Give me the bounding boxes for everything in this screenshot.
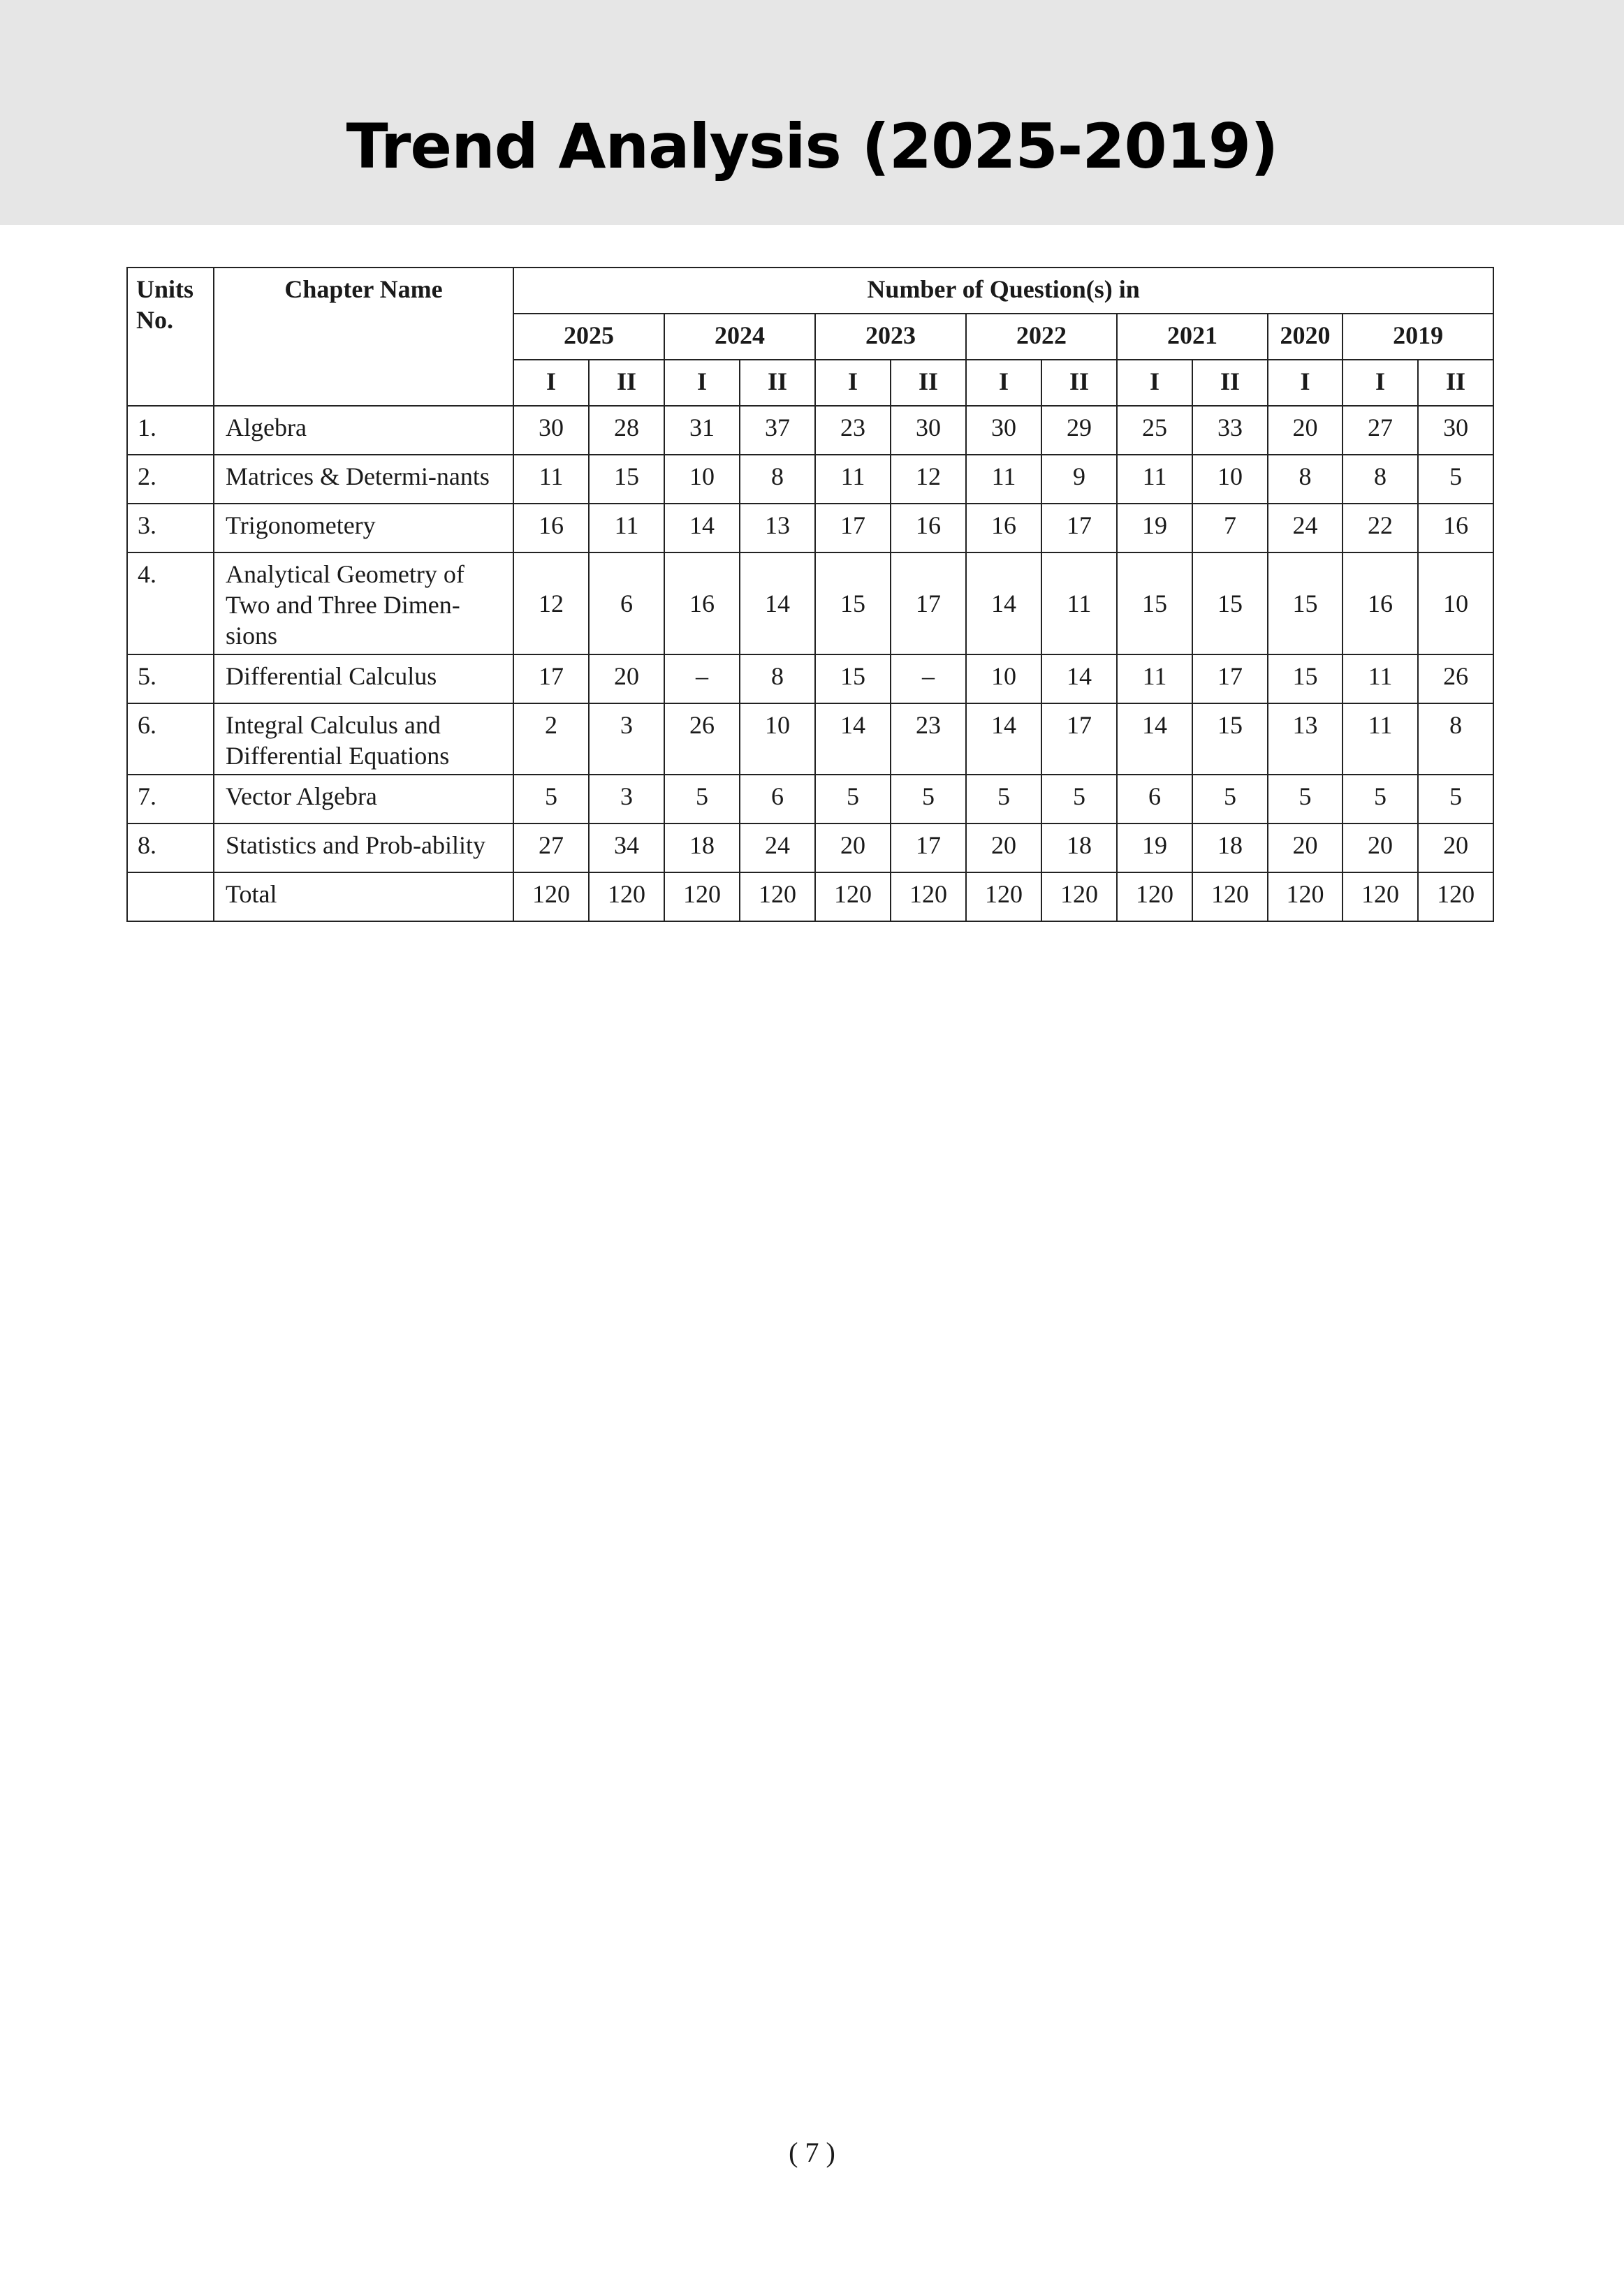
question-count-cell: 11 — [1117, 654, 1192, 703]
question-count-cell: 17 — [891, 823, 966, 872]
question-count-cell: 14 — [1117, 703, 1192, 775]
question-count-cell: 16 — [1418, 504, 1493, 552]
question-count-cell: 17 — [815, 504, 891, 552]
total-value-cell: 120 — [815, 872, 891, 921]
question-count-cell: 28 — [589, 406, 664, 455]
question-count-cell: 9 — [1041, 455, 1117, 504]
total-value-cell: 120 — [1418, 872, 1493, 921]
question-count-cell: 14 — [664, 504, 740, 552]
question-count-cell: 20 — [1268, 406, 1343, 455]
question-count-cell: 5 — [815, 775, 891, 823]
question-count-cell: 15 — [1192, 703, 1268, 775]
question-count-cell: 18 — [1192, 823, 1268, 872]
question-count-cell: 11 — [966, 455, 1041, 504]
question-count-cell: 15 — [1192, 552, 1268, 654]
question-count-cell: 10 — [966, 654, 1041, 703]
table-row — [127, 775, 1493, 823]
total-value-cell: 120 — [589, 872, 664, 921]
unit-number-cell: 7. — [127, 775, 214, 823]
question-count-cell: 30 — [513, 406, 589, 455]
question-count-cell: 11 — [1117, 455, 1192, 504]
question-count-cell: 2 — [513, 703, 589, 775]
header-paper: I — [664, 360, 740, 406]
question-count-cell: 30 — [891, 406, 966, 455]
page-title: Trend Analysis (2025-2019) — [346, 110, 1278, 182]
total-value-cell: 120 — [664, 872, 740, 921]
unit-number-cell: 4. — [127, 552, 214, 654]
question-count-cell: 7 — [1192, 504, 1268, 552]
question-count-cell: 11 — [1343, 703, 1418, 775]
question-count-cell: 8 — [740, 455, 815, 504]
question-count-cell: 18 — [664, 823, 740, 872]
header-chapter-name: Chapter Name — [214, 268, 513, 406]
unit-number-cell: 3. — [127, 504, 214, 552]
total-row — [127, 872, 1493, 921]
question-count-cell: 23 — [815, 406, 891, 455]
question-count-cell: 5 — [1343, 775, 1418, 823]
question-count-cell: 5 — [664, 775, 740, 823]
header-year: 2019 — [1343, 314, 1493, 360]
question-count-cell: 10 — [1192, 455, 1268, 504]
question-count-cell: 20 — [966, 823, 1041, 872]
question-count-cell: 15 — [1268, 654, 1343, 703]
header-paper: I — [1117, 360, 1192, 406]
question-count-cell: 27 — [1343, 406, 1418, 455]
total-value-cell: 120 — [1192, 872, 1268, 921]
question-count-cell: 23 — [891, 703, 966, 775]
question-count-cell: 19 — [1117, 504, 1192, 552]
question-count-cell: 16 — [966, 504, 1041, 552]
question-count-cell: 26 — [664, 703, 740, 775]
question-count-cell: 5 — [1418, 775, 1493, 823]
question-count-cell: 6 — [740, 775, 815, 823]
question-count-cell: 17 — [891, 552, 966, 654]
header-paper: I — [815, 360, 891, 406]
question-count-cell: 5 — [1192, 775, 1268, 823]
question-count-cell: 24 — [1268, 504, 1343, 552]
header-year: 2024 — [664, 314, 815, 360]
question-count-cell: 16 — [664, 552, 740, 654]
table-row — [127, 823, 1493, 872]
unit-number-cell: 1. — [127, 406, 214, 455]
table-row — [127, 552, 1493, 654]
header-number-of-questions: Number of Question(s) in — [513, 268, 1493, 314]
unit-number-cell: 2. — [127, 455, 214, 504]
question-count-cell: 14 — [815, 703, 891, 775]
total-value-cell: 120 — [513, 872, 589, 921]
header-row-group — [127, 268, 1493, 314]
question-count-cell: 17 — [1041, 703, 1117, 775]
question-count-cell: 20 — [1343, 823, 1418, 872]
question-count-cell: 3 — [589, 775, 664, 823]
header-paper: II — [740, 360, 815, 406]
trend-table-container — [126, 267, 1494, 922]
total-value-cell: 120 — [740, 872, 815, 921]
question-count-cell: 26 — [1418, 654, 1493, 703]
page-number: ( 7 ) — [789, 2137, 835, 2168]
total-value-cell: 120 — [966, 872, 1041, 921]
question-count-cell: 5 — [1041, 775, 1117, 823]
question-count-cell: 11 — [815, 455, 891, 504]
question-count-cell: 30 — [1418, 406, 1493, 455]
header-year: 2020 — [1268, 314, 1343, 360]
table-body — [127, 406, 1493, 921]
question-count-cell: 20 — [1268, 823, 1343, 872]
question-count-cell: 14 — [966, 703, 1041, 775]
question-count-cell: 14 — [966, 552, 1041, 654]
unit-number-cell: 5. — [127, 654, 214, 703]
unit-number-cell: 8. — [127, 823, 214, 872]
question-count-cell: 31 — [664, 406, 740, 455]
chapter-name-cell: Analytical Geometry of Two and Three Dimen-sions — [214, 552, 513, 654]
question-count-cell: 13 — [1268, 703, 1343, 775]
table-row — [127, 703, 1493, 775]
question-count-cell: 15 — [1117, 552, 1192, 654]
question-count-cell: – — [891, 654, 966, 703]
question-count-cell: 17 — [1192, 654, 1268, 703]
header-paper: II — [1192, 360, 1268, 406]
table-row — [127, 504, 1493, 552]
question-count-cell: 20 — [1418, 823, 1493, 872]
question-count-cell: 5 — [891, 775, 966, 823]
question-count-cell: 12 — [513, 552, 589, 654]
chapter-name-cell: Vector Algebra — [214, 775, 513, 823]
question-count-cell: 10 — [664, 455, 740, 504]
question-count-cell: 8 — [1418, 703, 1493, 775]
question-count-cell: 14 — [740, 552, 815, 654]
trend-analysis-table — [126, 267, 1494, 922]
question-count-cell: 20 — [589, 654, 664, 703]
header-paper: I — [1268, 360, 1343, 406]
question-count-cell: 15 — [815, 654, 891, 703]
total-value-cell: 120 — [1268, 872, 1343, 921]
question-count-cell: 6 — [1117, 775, 1192, 823]
question-count-cell: 25 — [1117, 406, 1192, 455]
question-count-cell: 20 — [815, 823, 891, 872]
question-count-cell: 8 — [1268, 455, 1343, 504]
question-count-cell: 12 — [891, 455, 966, 504]
question-count-cell: 15 — [815, 552, 891, 654]
question-count-cell: 16 — [1343, 552, 1418, 654]
question-count-cell: 3 — [589, 703, 664, 775]
unit-number-cell: 6. — [127, 703, 214, 775]
header-paper: I — [1343, 360, 1418, 406]
question-count-cell: 27 — [513, 823, 589, 872]
header-paper: I — [966, 360, 1041, 406]
header-paper: II — [1418, 360, 1493, 406]
total-label-cell: Total — [214, 872, 513, 921]
header-year: 2022 — [966, 314, 1117, 360]
question-count-cell: 5 — [966, 775, 1041, 823]
header-year: 2025 — [513, 314, 664, 360]
total-value-cell: 120 — [891, 872, 966, 921]
question-count-cell: 11 — [1343, 654, 1418, 703]
question-count-cell: 5 — [1418, 455, 1493, 504]
question-count-cell: 15 — [589, 455, 664, 504]
table-row — [127, 406, 1493, 455]
chapter-name-cell: Differential Calculus — [214, 654, 513, 703]
total-value-cell: 120 — [1117, 872, 1192, 921]
header-paper: II — [1041, 360, 1117, 406]
chapter-name-cell: Trigonometery — [214, 504, 513, 552]
question-count-cell: 16 — [891, 504, 966, 552]
question-count-cell: 24 — [740, 823, 815, 872]
question-count-cell: 17 — [513, 654, 589, 703]
question-count-cell: 10 — [1418, 552, 1493, 654]
header-paper: II — [891, 360, 966, 406]
chapter-name-cell: Statistics and Prob-ability — [214, 823, 513, 872]
total-value-cell: 120 — [1343, 872, 1418, 921]
question-count-cell: 19 — [1117, 823, 1192, 872]
header-year: 2023 — [815, 314, 966, 360]
question-count-cell: – — [664, 654, 740, 703]
total-blank-cell — [127, 872, 214, 921]
header-paper: I — [513, 360, 589, 406]
question-count-cell: 34 — [589, 823, 664, 872]
question-count-cell: 17 — [1041, 504, 1117, 552]
question-count-cell: 16 — [513, 504, 589, 552]
total-value-cell: 120 — [1041, 872, 1117, 921]
question-count-cell: 5 — [1268, 775, 1343, 823]
question-count-cell: 5 — [513, 775, 589, 823]
question-count-cell: 30 — [966, 406, 1041, 455]
question-count-cell: 8 — [1343, 455, 1418, 504]
question-count-cell: 11 — [1041, 552, 1117, 654]
table-row — [127, 654, 1493, 703]
question-count-cell: 22 — [1343, 504, 1418, 552]
question-count-cell: 18 — [1041, 823, 1117, 872]
question-count-cell: 8 — [740, 654, 815, 703]
question-count-cell: 33 — [1192, 406, 1268, 455]
question-count-cell: 11 — [589, 504, 664, 552]
question-count-cell: 13 — [740, 504, 815, 552]
question-count-cell: 37 — [740, 406, 815, 455]
header-units-no: Units No. — [127, 268, 214, 406]
header-paper: II — [589, 360, 664, 406]
question-count-cell: 29 — [1041, 406, 1117, 455]
question-count-cell: 14 — [1041, 654, 1117, 703]
question-count-cell: 10 — [740, 703, 815, 775]
table-row — [127, 455, 1493, 504]
header-year: 2021 — [1117, 314, 1268, 360]
chapter-name-cell: Algebra — [214, 406, 513, 455]
question-count-cell: 11 — [513, 455, 589, 504]
chapter-name-cell: Matrices & Determi-nants — [214, 455, 513, 504]
question-count-cell: 15 — [1268, 552, 1343, 654]
chapter-name-cell: Integral Calculus and Differential Equations — [214, 703, 513, 775]
question-count-cell: 6 — [589, 552, 664, 654]
